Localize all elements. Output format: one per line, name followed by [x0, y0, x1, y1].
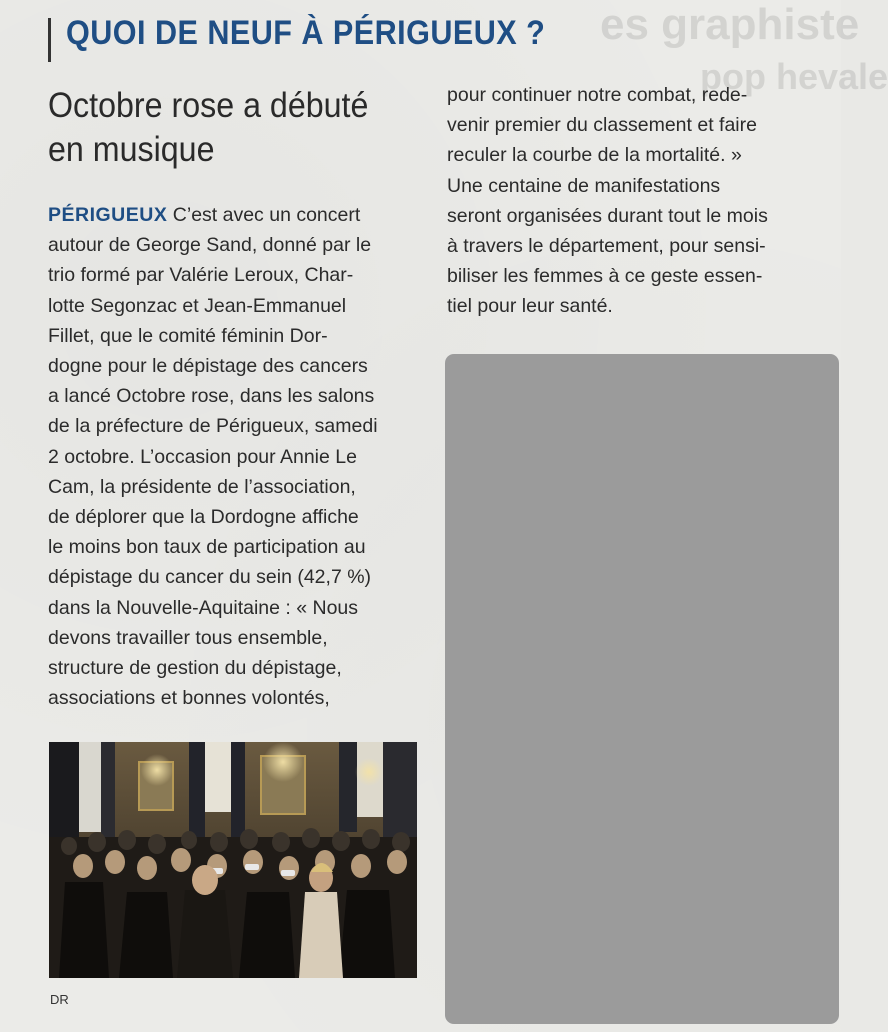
bleed-through-text: pop hevale [700, 56, 888, 97]
body-line: Cam, la présidente de l’association, [48, 475, 356, 498]
body-line: Fillet, que le comité féminin Dor- [48, 324, 328, 347]
body-line: a lancé Octobre rose, dans les salons [48, 385, 375, 408]
headline-line: en musique [48, 130, 215, 169]
body-line: biliser les femmes à ce geste essen- [447, 265, 763, 288]
body-line: à travers le département, pour sensi- [447, 235, 766, 258]
body-line: 2 octobre. L’occasion pour Annie Le [48, 445, 357, 468]
body-line: lotte Segonzac et Jean-Emmanuel [48, 294, 347, 317]
article-column-right [447, 80, 768, 322]
body-line: devons travailler tous ensemble, [48, 626, 328, 649]
article-headline [48, 84, 398, 172]
body-line: le moins bon taux de participation au [48, 536, 366, 559]
headline-line: Octobre rose a débuté [48, 86, 369, 125]
body-line: tiel pour leur santé. [447, 295, 613, 318]
body-line: dogne pour le dépistage des cancers [48, 355, 368, 378]
section-kicker: QUOI DE NEUF À PÉRIGUEUX ? [66, 14, 546, 52]
body-line: de déplorer que la Dordogne affiche [48, 506, 359, 529]
dateline: PÉRIGUEUX [48, 204, 168, 226]
body-line: dépistage du cancer du sein (42,7 %) [48, 566, 372, 589]
photo-credit: DR [50, 992, 69, 1007]
body-line: de la préfecture de Périgueux, samedi [48, 415, 378, 438]
article-column-left [48, 200, 378, 713]
body-line: Une centaine de manifestations [447, 174, 721, 197]
body-line: reculer la courbe de la mortalité. » [447, 144, 742, 167]
body-line: PÉRIGUEUX C’est avec un concert [48, 204, 361, 226]
body-line: pour continuer notre combat, rede- [447, 84, 748, 106]
advertisement-placeholder [445, 354, 839, 1024]
body-line: seront organisées durant tout le mois [447, 204, 768, 227]
body-line: associations et bonnes volontés, [48, 687, 330, 710]
body-line: dans la Nouvelle-Aquitaine : « Nous [48, 596, 359, 619]
body-line: venir premier du classement et faire [447, 114, 757, 137]
body-line: structure de gestion du dépistage, [48, 657, 342, 680]
body-line: autour de George Sand, donné par le [48, 234, 372, 257]
body-line: trio formé par Valérie Leroux, Char- [48, 264, 354, 287]
kicker-rule [48, 18, 51, 62]
concert-photo [49, 742, 417, 978]
bleed-through-text: es graphiste [600, 0, 860, 49]
